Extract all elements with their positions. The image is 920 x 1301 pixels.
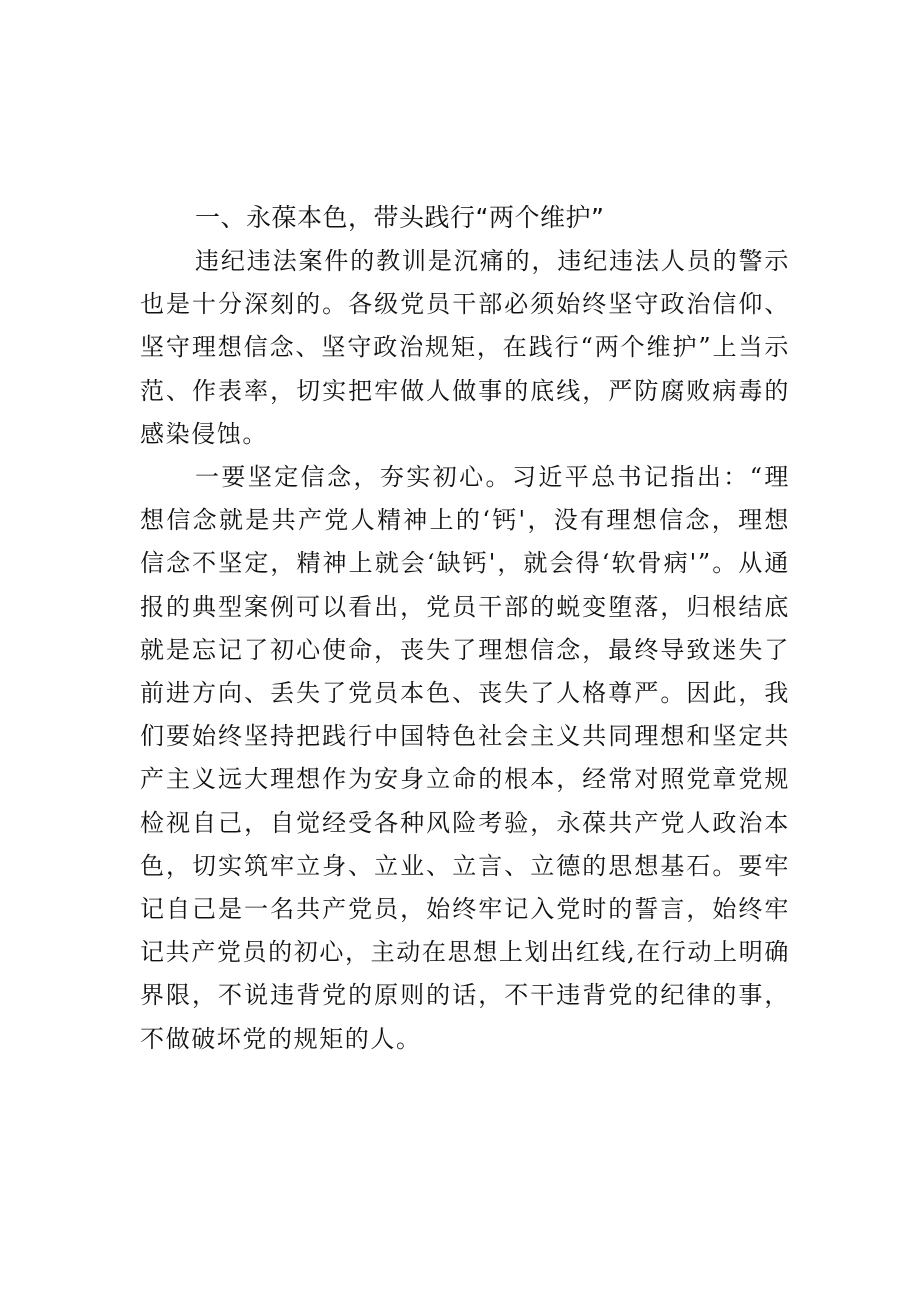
document-body: [140, 196, 790, 1061]
paragraph-belief: 一要坚定信念，夯实初心。习近平总书记指出：“理想信念就是共产党人精神上的‘钙'，没有理想信念，理想信念不坚定，精神上就会‘缺钙'，就会得‘软骨病'”。从通报的典型案例可以看出，党员干部的蜕变堕落，归根结底就是忘记了初心使命，丧失了理想信念，最终导致迷失了前进方向、丢失了党员本色、丧失了人格尊严。因此，我们要始终坚持把践行中国特色社会主义共同理想和坚定共产主义远大理想作为安身立命的根本，经常对照党章党规检视自己，自觉经受各种风险考验，永葆共产党人政治本色，切实筑牢立身、立业、立言、立德的思想基石。要牢记自己是一名共产党员，始终牢记入党时的誓言，始终牢记共产党员的初心，主动在思想上划出红线,在行动上明确界限，不说违背党的原则的话，不干违背党的纪律的事，不做破坏党的规矩的人。: [140, 463, 790, 1053]
paragraph-warning: 违纪违法案件的教训是沉痛的，违纪违法人员的警示也是十分深刻的。各级党员干部必须始终坚守政治信仰、坚守理想信念、坚守政治规矩，在践行“两个维护”上当示范、作表率，切实把牢做人做事的底线，严防腐败病毒的感染侵蚀。: [140, 247, 790, 448]
section-heading: 一、永葆本色，带头践行“两个维护”: [195, 203, 605, 232]
